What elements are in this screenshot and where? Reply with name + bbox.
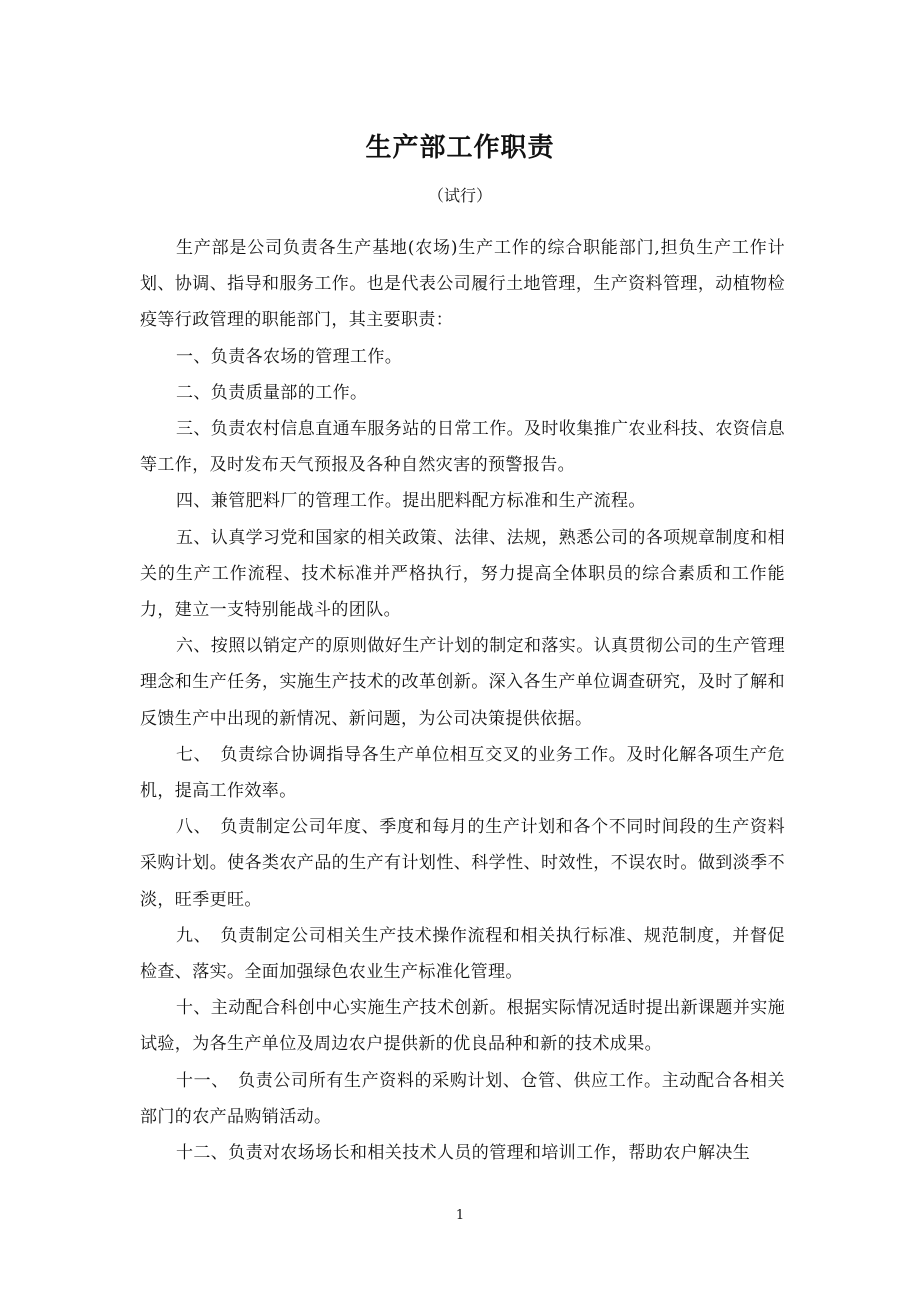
duty-item-4: 四、兼管肥料厂的管理工作。提出肥料配方标准和生产流程。 (176, 491, 646, 512)
duty-item-7: 七、 负责综合协调指导各生产单位相互交叉的业务工作。及时化解各项生产危机，提高工作效率。 (140, 744, 785, 802)
duty-item-5: 五、认真学习党和国家的相关政策、法律、法规，熟悉公司的各项规章制度和相关的生产工作流程、技术标准并严格执行，努力提高全体职员的综合素质和工作能力，建立一支特别能战斗的团队。 (140, 527, 785, 621)
duty-item-6: 六、按照以销定产的原则做好生产计划的制定和落实。认真贯彻公司的生产管理理念和生产任务，实施生产技术的改革创新。深入各生产单位调查研究，及时了解和反馈生产中出现的新情况、新问题，为公司决策提供依据。 (140, 636, 785, 729)
duty-item-10: 十、主动配合科创中心实施生产技术创新。根据实际情况适时提出新课题并实施试验，为各生产单位及周边农户提供新的优良品种和新的技术成果。 (140, 998, 785, 1055)
document-subtitle: （试行） (427, 186, 492, 205)
duty-item-1: 一、负责各农场的管理工作。 (176, 346, 403, 367)
duty-item-2: 二、负责质量部的工作。 (176, 382, 368, 403)
duty-item-12: 十二、负责对农场场长和相关技术人员的管理和培训工作，帮助农户解决生 (176, 1143, 751, 1164)
intro-paragraph: 生产部是公司负责各生产基地(农场)生产工作的综合职能部门,担负生产工作计划、协调、指导和服务工作。也是代表公司履行土地管理，生产资料管理，动植物检疫等行政管理的职能部门，其主要职责： (140, 238, 785, 331)
duty-item-9: 九、 负责制定公司相关生产技术操作流程和相关执行标准、规范制度，并督促检查、落实。全面加强绿色农业生产标准化管理。 (140, 925, 785, 983)
duty-item-8: 八、 负责制定公司年度、季度和每月的生产计划和各个不同时间段的生产资料采购计划。使各类农产品的生产有计划性、科学性、时效性，不误农时。做到淡季不淡，旺季更旺。 (140, 817, 785, 910)
duty-item-11: 十一、 负责公司所有生产资料的采购计划、仓管、供应工作。主动配合各相关部门的农产品购销活动。 (140, 1070, 785, 1127)
document-title: 生产部工作职责 (365, 133, 555, 163)
page-number: 1 (455, 1208, 465, 1223)
document-body (140, 230, 785, 1171)
duty-item-3: 三、负责农村信息直通车服务站的日常工作。及时收集推广农业科技、农资信息等工作，及时发布天气预报及各种自然灾害的预警报告。 (140, 419, 785, 476)
